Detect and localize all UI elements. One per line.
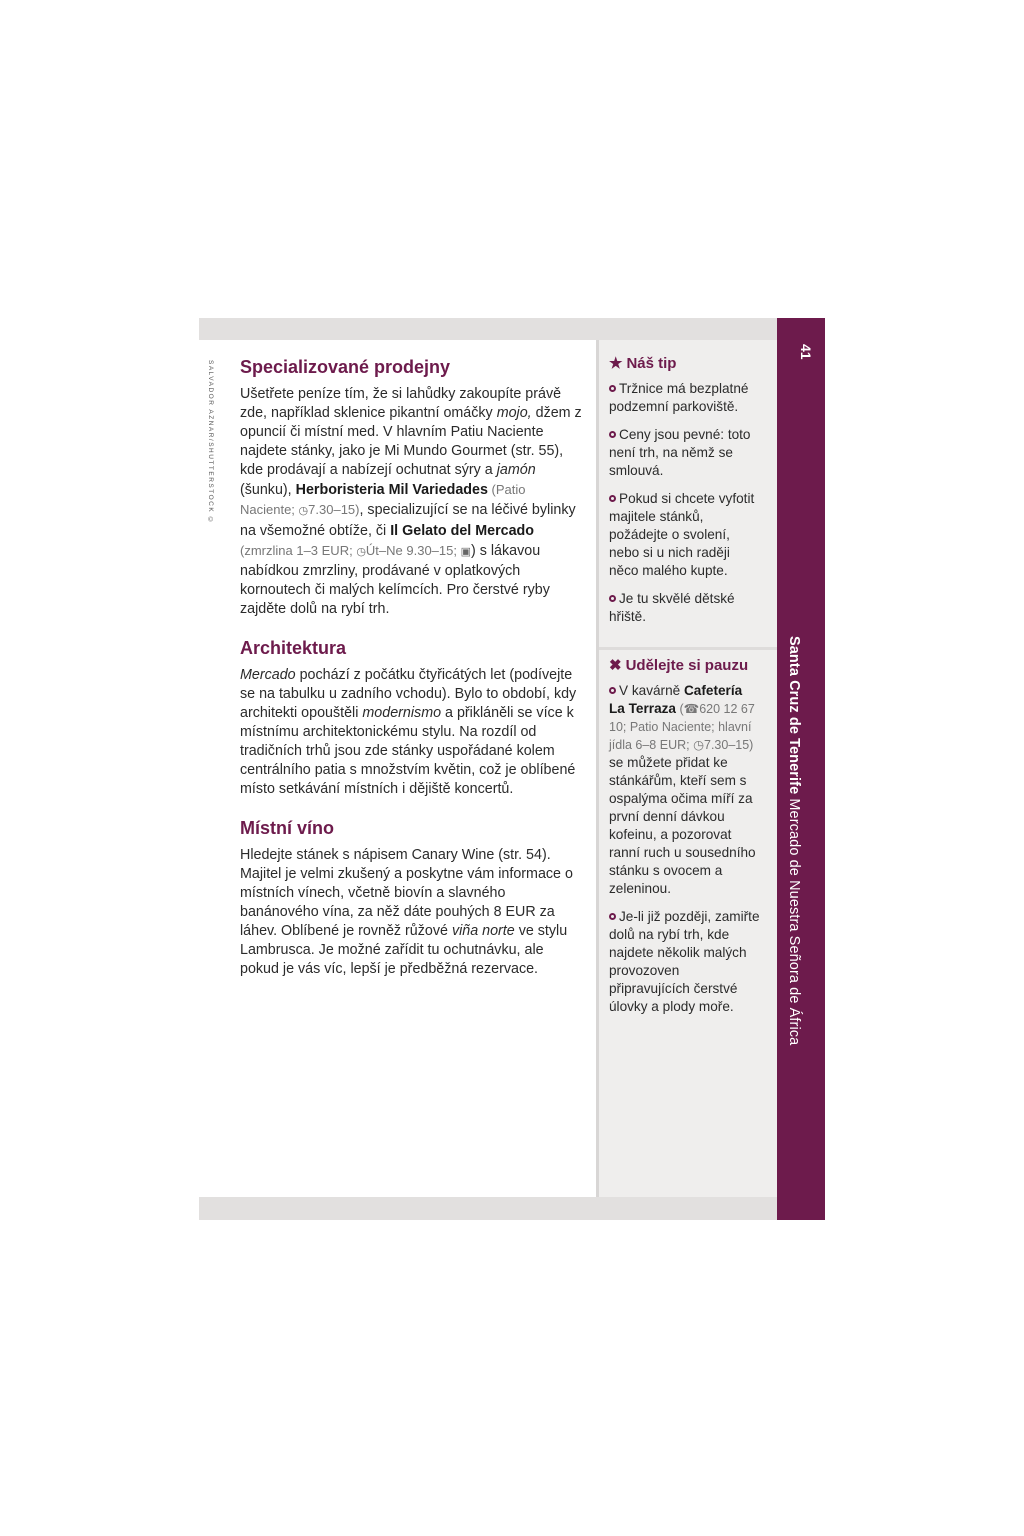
photo-credit: SALVADOR AZNAR/SHUTTERSTOCK © [207, 360, 214, 525]
text-run: V kavárně [619, 683, 684, 698]
top-band [199, 318, 777, 340]
venue-info: 620 12 67 10; Patio Naciente; hlavní jídla 6–8 EUR; [609, 702, 755, 752]
star-icon: ★ [609, 355, 623, 372]
tip-item [609, 426, 761, 480]
bullet-icon [609, 495, 616, 502]
text-run: pochází z počátku čtyřicátých let (podívejte se na tabulku u zadního vchodu). Bylo to období, kdy architekti opouštěli [240, 667, 577, 721]
phone-icon: ☎ [683, 702, 700, 716]
venue-info: ( [676, 702, 684, 716]
tip-item-text: Je tu skvělé dětské hřiště. [609, 591, 735, 624]
cutlery-icon: ✖ [609, 657, 622, 674]
tip-item-text: Ceny jsou pevné: toto není trh, na němž se smlouvá. [609, 427, 751, 478]
term-modernismo: modernismo [362, 705, 442, 721]
text-run: ) s lákavou nabídkou zmrzliny, prodávané v oplatkových kornoutech či malých kelímcích. Pro čerstvé ryby zajděte dolů na rybí trh. [240, 543, 550, 617]
venue-info: (zmrzlina 1–3 EUR; [240, 543, 357, 558]
tip-item [609, 490, 761, 580]
term-jamon: jamón [496, 462, 536, 478]
page-number: 41 [798, 344, 814, 360]
bullet-icon [609, 687, 616, 694]
bottom-band [199, 1197, 777, 1220]
section-text-specialized-shops [240, 385, 582, 619]
term-mercado: Mercado [240, 667, 296, 683]
venue-info: (Patio Naciente; [240, 482, 526, 517]
break-item-text: Je-li již později, zamiřte dolů na rybí trh, kde najdete několik malých provozoven připravujících čerstvé úlovky a plody moře. [609, 909, 760, 1014]
tip-item-text: Pokud si chcete vyfotit majitele stánků, požádejte o svolení, nebo si u nich raději něco malého kupte. [609, 491, 755, 578]
text-run: , specializující se na léčivé bylinky na všemožné obtíže, či [240, 502, 576, 539]
bullet-icon [609, 385, 616, 392]
break-box [609, 656, 761, 1026]
tip-item-text: Tržnice má bezplatné podzemní parkoviště. [609, 381, 749, 414]
venue-hours: Út–Ne 9.30–15; [365, 543, 461, 558]
text-run: a přikláněli se více k místnímu architektonickému stylu. Na rozdíl od tradičních trhů jsou zde stánky uspořádané kolem centrálního patia s množstvím květin, což je oblíbené místo setkávání místních i dějiště koncertů. [240, 705, 576, 797]
text-run: (šunku), [240, 482, 296, 498]
tip-box [609, 354, 761, 636]
section-heading-architecture: Architektura [240, 638, 347, 658]
venue-gelato: Il Gelato del Mercado [390, 523, 535, 539]
text-run: se můžete přidat ke stánkářům, kteří sem s ospalýma očima míří za první denní dávkou kofeinu, a pozorovat ranní ruch u sousedního stánku s ovocem a zeleninou. [609, 755, 756, 896]
tip-item [609, 590, 761, 626]
running-head-place: Mercado de Nuestra Señora de África [786, 794, 802, 1046]
break-item [609, 908, 761, 1016]
tip-heading [609, 354, 761, 374]
term-mojo: mojo, [496, 405, 532, 421]
text-run: Hledejte stánek s nápisem Canary Wine (str. 54). Majitel je velmi zkušený a poskytne vám informace o místních vínech, včetně biovín a slavného banánového vína, za něž dáte pouhých 8 EUR za láhev. Oblíbené je rovněž růžové [240, 847, 573, 939]
section-heading-local-wine: Místní víno [240, 818, 334, 838]
venue-herboristeria: Herboristeria Mil Variedades [295, 482, 488, 498]
clock-icon: ◷ [693, 738, 704, 752]
bullet-icon [609, 913, 616, 920]
running-head-city: Santa Cruz de Tenerife [786, 636, 802, 795]
break-item [609, 682, 761, 898]
break-heading-text: Udělejte si pauzu [625, 657, 749, 674]
running-head [786, 636, 802, 1045]
text-run: Ušetřete peníze tím, že si lahůdky zakoupíte právě zde, například sklenice pikantní omáčky [240, 386, 562, 421]
clock-icon: ◷ [298, 505, 309, 517]
clock-icon: ◷ [356, 546, 366, 558]
section-text-architecture [240, 666, 582, 799]
venue-hours: 7.30–15) [308, 502, 360, 517]
venue-cafeteria: Cafetería La Terraza [609, 683, 743, 716]
text-run: ve stylu Lambrusca. Je možné zařídit tu ochutnávku, ale pokud je vás víc, lepší je předběžná rezervace. [240, 923, 568, 977]
bullet-icon [609, 431, 616, 438]
sidebar-divider [599, 647, 777, 650]
term-vina-norte: viña norte [451, 923, 515, 939]
section-heading-specialized-shops: Specializované prodejny [240, 357, 451, 377]
section-text-local-wine [240, 846, 582, 979]
paw-icon: ▣ [460, 546, 472, 558]
bullet-icon [609, 595, 616, 602]
tip-item [609, 380, 761, 416]
tip-heading-text: Náš tip [626, 355, 677, 372]
text-run: džem z opuncií či místní med. V hlavním Patiu Naciente najdete stánky, jako je Mi Mundo Gourmet (str. 55), kde prodávají a nabízejí ochutnat sýry a [240, 405, 582, 478]
venue-hours: 7.30–15) [704, 738, 754, 752]
main-column [240, 356, 582, 997]
break-heading [609, 656, 761, 676]
